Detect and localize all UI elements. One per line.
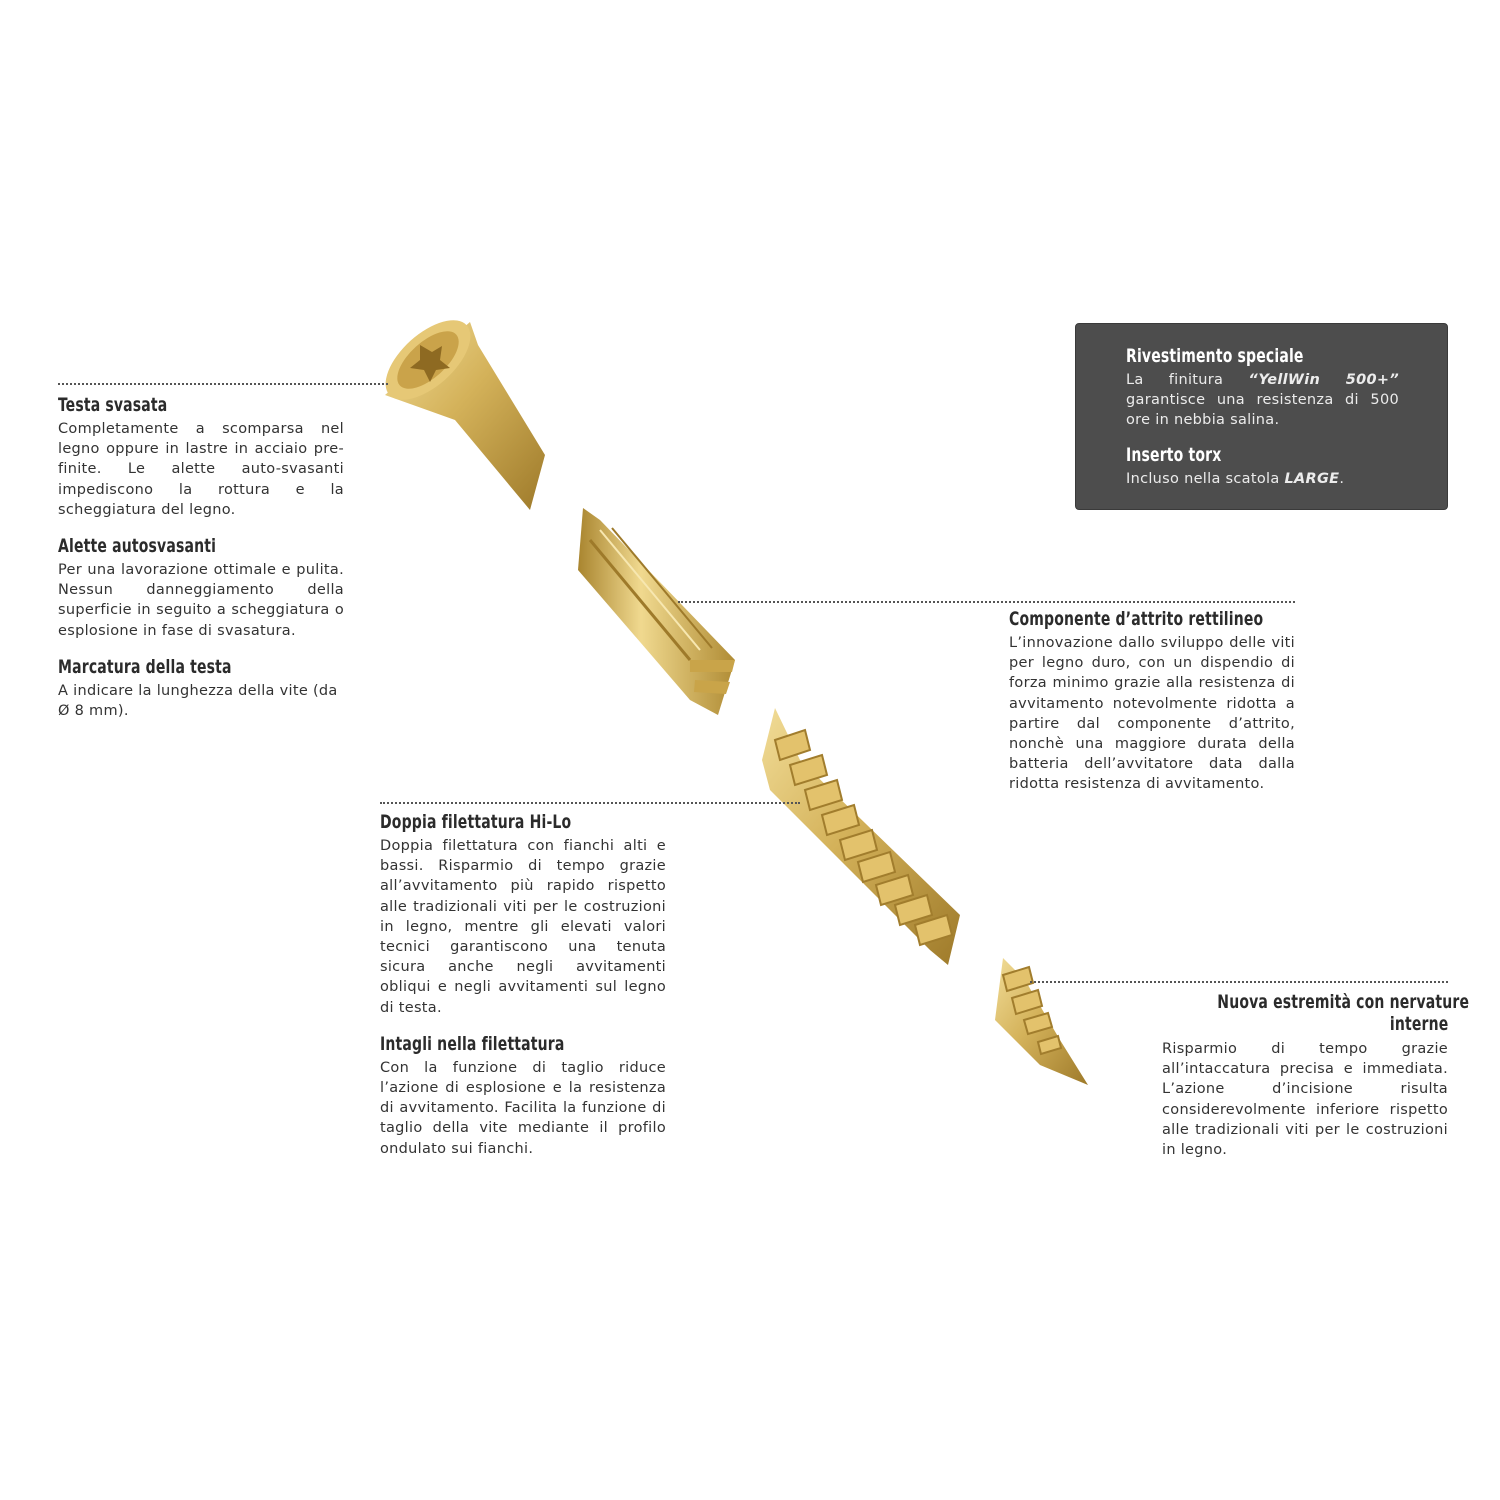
componente-title: Componente d’attrito rettilineo <box>1009 608 1264 630</box>
middle-feature-column <box>380 810 666 1173</box>
componente-text: L’innovazione dallo sviluppo delle viti per legno duro, con un dispendio di forza minimo grazie alla resistenza di avvitamento notevolmente ridotta a partire dal componente d’attrito, nonchè una maggiore durata della batteria dell’avvitatore data dalla ridotta resistenza di avvitamento. <box>1009 635 1295 793</box>
intagli-title: Intagli nella filettatura <box>380 1032 565 1055</box>
estremita-feature <box>1162 991 1470 1174</box>
rivestimento-text-pre: La finitura <box>1126 372 1249 388</box>
leader-line-testa <box>58 383 388 385</box>
leader-line-componente <box>678 601 1295 603</box>
estremita-text: Risparmio di tempo grazie all’intaccatura precisa e immediata. L’azione d’incisione risulta considerevolmente inferiore rispetto alle tradizionali viti per le costruzioni in legno. <box>1162 1041 1448 1159</box>
alette-title: Alette autosvasanti <box>58 535 217 558</box>
alette-text: Per una lavorazione ottimale e pulita. Nessun danneggiamento della superficie in seguito a scheggiatura o esplosione in fase di svasatura. <box>58 562 344 639</box>
componente-feature <box>1009 607 1295 809</box>
left-feature-column <box>58 393 344 735</box>
inserto-text <box>1126 469 1399 489</box>
leader-line-estremita <box>1030 981 1448 983</box>
inserto-text-post: . <box>1339 470 1345 487</box>
leader-line-doppia <box>380 802 800 804</box>
screw-head-segment <box>372 306 545 510</box>
inserto-text-pre: Incluso nella scatola <box>1126 470 1285 487</box>
testa-svasata-title: Testa svasata <box>58 394 168 416</box>
testa-svasata-text: Completamente a scomparsa nel legno oppure in lastre in acciaio pre-finite. Le alette auto-svasanti impediscono la rottura e la scheggiatura del legno. <box>58 421 344 518</box>
rivestimento-title: Rivestimento speciale <box>1126 345 1304 367</box>
doppia-text: Doppia filettatura con fianchi alti e bassi. Risparmio di tempo grazie all’avvitamento più rapido rispetto alle tradizionali viti per le costruzioni in legno, mentre gli elevati valori tecnici garantiscono una tenuta sicura anche negli avvitamenti obliqui e negli avvitamenti sul legno di testa. <box>380 838 666 1016</box>
estremita-title-line1: Nuova estremità con nervature <box>1217 991 1470 1013</box>
doppia-title: Doppia filettatura Hi-Lo <box>380 811 572 833</box>
intagli-text: Con la funzione di taglio riduce l’azione di esplosione e la resistenza di avvitamento. Facilita la funzione di taglio della vite mediante il profilo ondulato sui fianchi. <box>380 1059 666 1157</box>
screw-shank-segment <box>578 508 735 715</box>
rivestimento-text-post: garantisce una resistenza di 500 ore in nebbia salina. <box>1126 392 1399 429</box>
estremita-title-line2: interne <box>1389 1013 1448 1035</box>
screw-tip-segment <box>995 958 1088 1085</box>
inserto-title: Inserto torx <box>1126 443 1222 466</box>
marcatura-text: A indicare la lunghezza della vite (da Ø 8 mm). <box>58 682 338 720</box>
marcatura-title: Marcatura della testa <box>58 655 232 678</box>
rivestimento-highlight: “YellWin 500+” <box>1248 372 1400 388</box>
rivestimento-text <box>1126 370 1399 431</box>
inserto-highlight: LARGE <box>1284 470 1340 487</box>
screw-thread-segment <box>762 708 960 965</box>
info-box <box>1075 323 1448 510</box>
